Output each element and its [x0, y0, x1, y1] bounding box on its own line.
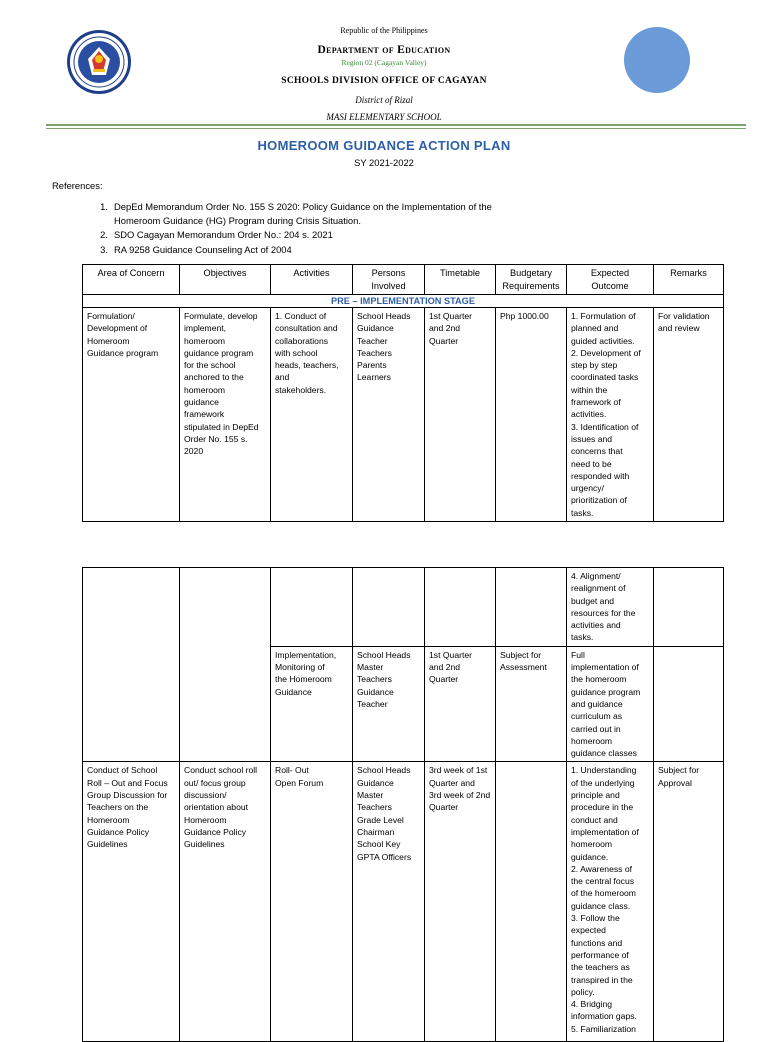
- table-cell: Subject for Assessment: [496, 646, 567, 762]
- division-line: SCHOOLS DIVISION OFFICE OF CAGAYAN: [281, 76, 487, 86]
- action-plan-table-continued: [82, 567, 724, 1042]
- column-header: Expected Outcome: [567, 265, 654, 295]
- column-header: Persons Involved: [353, 265, 425, 295]
- column-header: Activities: [271, 265, 353, 295]
- table-cell: Conduct school roll out/ focus group discussion/ orientation about Homeroom Guidance Policy Guidelines: [180, 762, 271, 1042]
- table-row: [83, 762, 724, 1042]
- table-cell: [83, 568, 180, 762]
- reference-item: [100, 243, 514, 257]
- header-rule-thin: [46, 128, 746, 129]
- column-header: Budgetary Requirements: [496, 265, 567, 295]
- table-cell: [496, 568, 567, 647]
- table-cell: Formulate, develop implement, homeroom guidance program for the school anchored to the homeroom guidance framework stipulated in DepEd Order No. 155 s. 2020: [180, 308, 271, 522]
- table-cell: Php 1000.00: [496, 308, 567, 522]
- table-cell: Formulation/ Development of Homeroom Guidance program: [83, 308, 180, 522]
- table-cell: [654, 646, 724, 762]
- department-name: Department of Education: [317, 44, 451, 56]
- stage-row: [83, 295, 724, 308]
- right-logo: [624, 27, 690, 93]
- reference-item: [100, 200, 514, 228]
- district-line: District of Rizal: [355, 95, 413, 105]
- table-cell: 1. Formulation of planned and guided activities. 2. Development of step by step coordinated tasks within the framework of activities. 3. Identification of issues and concerns that need to be responded with urgency/ prioritization of tasks.: [567, 308, 654, 522]
- column-header: Objectives: [180, 265, 271, 295]
- table-header-row: [83, 265, 724, 295]
- table-cell: [425, 568, 496, 647]
- school-name: MASI ELEMENTARY SCHOOL: [326, 112, 442, 122]
- reference-item: [100, 228, 514, 242]
- column-header: Remarks: [654, 265, 724, 295]
- table-cell: [353, 568, 425, 647]
- table-cell: 1st Quarter and 2nd Quarter: [425, 646, 496, 762]
- table-cell: Implementation, Monitoring of the Homeroom Guidance: [271, 646, 353, 762]
- table-cell: 3rd week of 1st Quarter and 3rd week of 2nd Quarter: [425, 762, 496, 1042]
- region-line: Region 02 (Cagayan Valley): [341, 58, 427, 67]
- table-cell: 1. Conduct of consultation and collaborations with school heads, teachers, and stakeholders.: [271, 308, 353, 522]
- table-cell: Roll- Out Open Forum: [271, 762, 353, 1042]
- table-cell: Conduct of School Roll – Out and Focus Group Discussion for Teachers on the Homeroom Guidance Policy Guidelines: [83, 762, 180, 1042]
- reference-number: 3.: [100, 244, 108, 255]
- table-cell: Subject for Approval: [654, 762, 724, 1042]
- column-header: Timetable: [425, 265, 496, 295]
- table-row: [83, 308, 724, 522]
- reference-text: SDO Cagayan Memorandum Order No.: 204 s. 2021: [114, 229, 333, 240]
- reference-text: RA 9258 Guidance Counseling Act of 2004: [114, 244, 292, 255]
- table-cell: [271, 568, 353, 647]
- table-cell: School Heads Guidance Master Teachers Grade Level Chairman School Key GPTA Officers: [353, 762, 425, 1042]
- school-year: SY 2021-2022: [354, 157, 414, 168]
- column-header: Area of Concern: [83, 265, 180, 295]
- table-cell: 1. Understanding of the underlying principle and procedure in the conduct and implementation of homeroom guidance. 2. Awareness of the central focus of the homeroom guidance class. 3. Follow the expected functions and performance of the teachers as transpired in the policy. 4. Bridging information gaps. 5. Familiarization: [567, 762, 654, 1042]
- republic-line: Republic of the Philippines: [340, 26, 428, 35]
- table-cell: For validation and review: [654, 308, 724, 522]
- table-cell: 4. Alignment/ realignment of budget and resources for the activities and tasks.: [567, 568, 654, 647]
- page-title: HOMEROOM GUIDANCE ACTION PLAN: [257, 138, 511, 153]
- table-cell: Full implementation of the homeroom guidance program and guidance curriculum as carried out in homeroom guidance classes: [567, 646, 654, 762]
- reference-number: 2.: [100, 229, 108, 240]
- table-row: [83, 568, 724, 647]
- table-cell: School Heads Master Teachers Guidance Teacher: [353, 646, 425, 762]
- references-label: References:: [52, 180, 103, 191]
- table-cell: [180, 568, 271, 762]
- table-cell: [496, 762, 567, 1042]
- stage-label: PRE – IMPLEMENTATION STAGE: [83, 295, 724, 308]
- header-rule: [46, 124, 746, 126]
- action-plan-table: [82, 264, 724, 522]
- table-cell: School Heads Guidance Teacher Teachers Parents Learners: [353, 308, 425, 522]
- table-cell: 1st Quarter and 2nd Quarter: [425, 308, 496, 522]
- reference-number: 1.: [100, 201, 108, 212]
- table-cell: [654, 568, 724, 647]
- reference-text: DepEd Memorandum Order No. 155 S 2020: Policy Guidance on the Implementation of the Homeroom Guidance (HG) Program during Crisis Situation.: [114, 201, 492, 226]
